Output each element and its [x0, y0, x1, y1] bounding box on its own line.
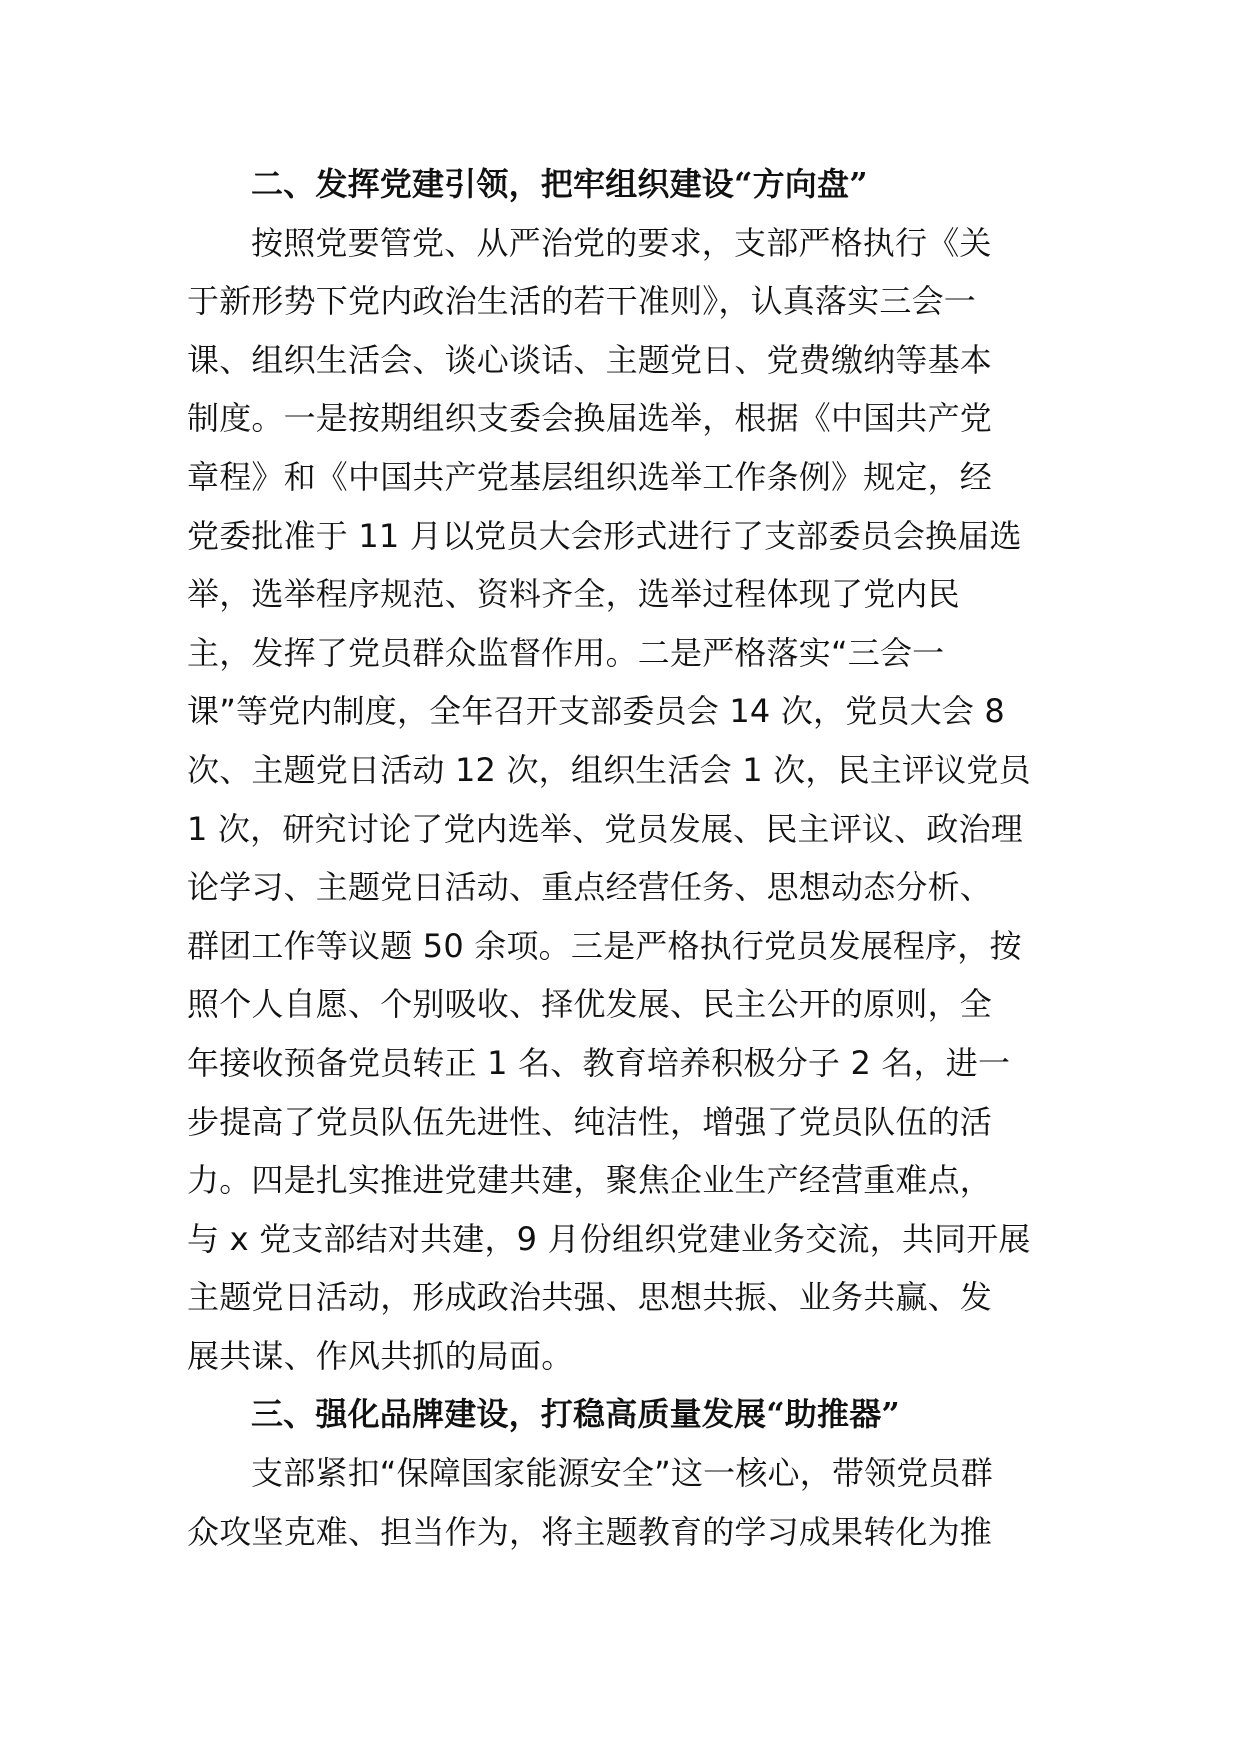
paragraph-line: 照个人自愿、个别吸收、择优发展、民主公开的原则，全 [187, 985, 993, 1024]
document-body [187, 155, 1057, 1561]
paragraph-line: 党委批准于 11 月以党员大会形式进行了支部委员会换届选 [187, 516, 1022, 555]
paragraph-line: 群团工作等议题 50 余项。三是严格执行党员发展程序，按 [187, 926, 1022, 965]
paragraph-line: 力。四是扎实推进党建共建，聚焦企业生产经营重难点， [187, 1161, 993, 1200]
paragraph-line: 制度。一是按期组织支委会换届选举，根据《中国共产党 [187, 399, 993, 438]
paragraph-line: 支部紧扣“保障国家能源安全”这一核心，带领党员群 [251, 1454, 993, 1493]
paragraph-line: 章程》和《中国共产党基层组织选举工作条例》规定，经 [187, 457, 993, 496]
paragraph-line: 年接收预备党员转正 1 名、教育培养积极分子 2 名，进一 [187, 1043, 1011, 1082]
section-heading-2: 二、发挥党建引领，把牢组织建设“方向盘” [251, 165, 868, 203]
paragraph-line: 展共谋、作风共抓的局面。 [187, 1336, 574, 1375]
paragraph-line: 1 次，研究讨论了党内选举、党员发展、民主评议、政治理 [187, 809, 1023, 848]
paragraph-line: 课、组织生活会、谈心谈话、主题党日、党费缴纳等基本 [187, 340, 993, 379]
paragraph-line: 按照党要管党、从严治党的要求，支部严格执行《关 [251, 223, 992, 262]
paragraph-line: 步提高了党员队伍先进性、纯洁性，增强了党员队伍的活 [187, 1102, 993, 1141]
paragraph-line: 举，选举程序规范、资料齐全，选举过程体现了党内民 [187, 575, 960, 614]
paragraph-line: 次、主题党日活动 12 次，组织生活会 1 次，民主评议党员 [187, 750, 1031, 789]
paragraph-line: 课”等党内制度，全年召开支部委员会 14 次，党员大会 8 [187, 692, 1005, 731]
paragraph-line: 主，发挥了党员群众监督作用。二是严格落实“三会一 [187, 633, 945, 672]
paragraph-line: 众攻坚克难、担当作为，将主题教育的学习成果转化为推 [187, 1512, 993, 1551]
paragraph-line: 论学习、主题党日活动、重点经营任务、思想动态分析、 [187, 868, 993, 907]
section-heading-3: 三、强化品牌建设，打稳高质量发展“助推器” [251, 1395, 901, 1434]
paragraph-line: 主题党日活动，形成政治共强、思想共振、业务共赢、发 [187, 1278, 993, 1317]
paragraph-line: 与 x 党支部结对共建，9 月份组织党建业务交流，共同开展 [187, 1219, 1031, 1258]
paragraph-line: 于新形势下党内政治生活的若干准则》，认真落实三会一 [187, 282, 977, 321]
